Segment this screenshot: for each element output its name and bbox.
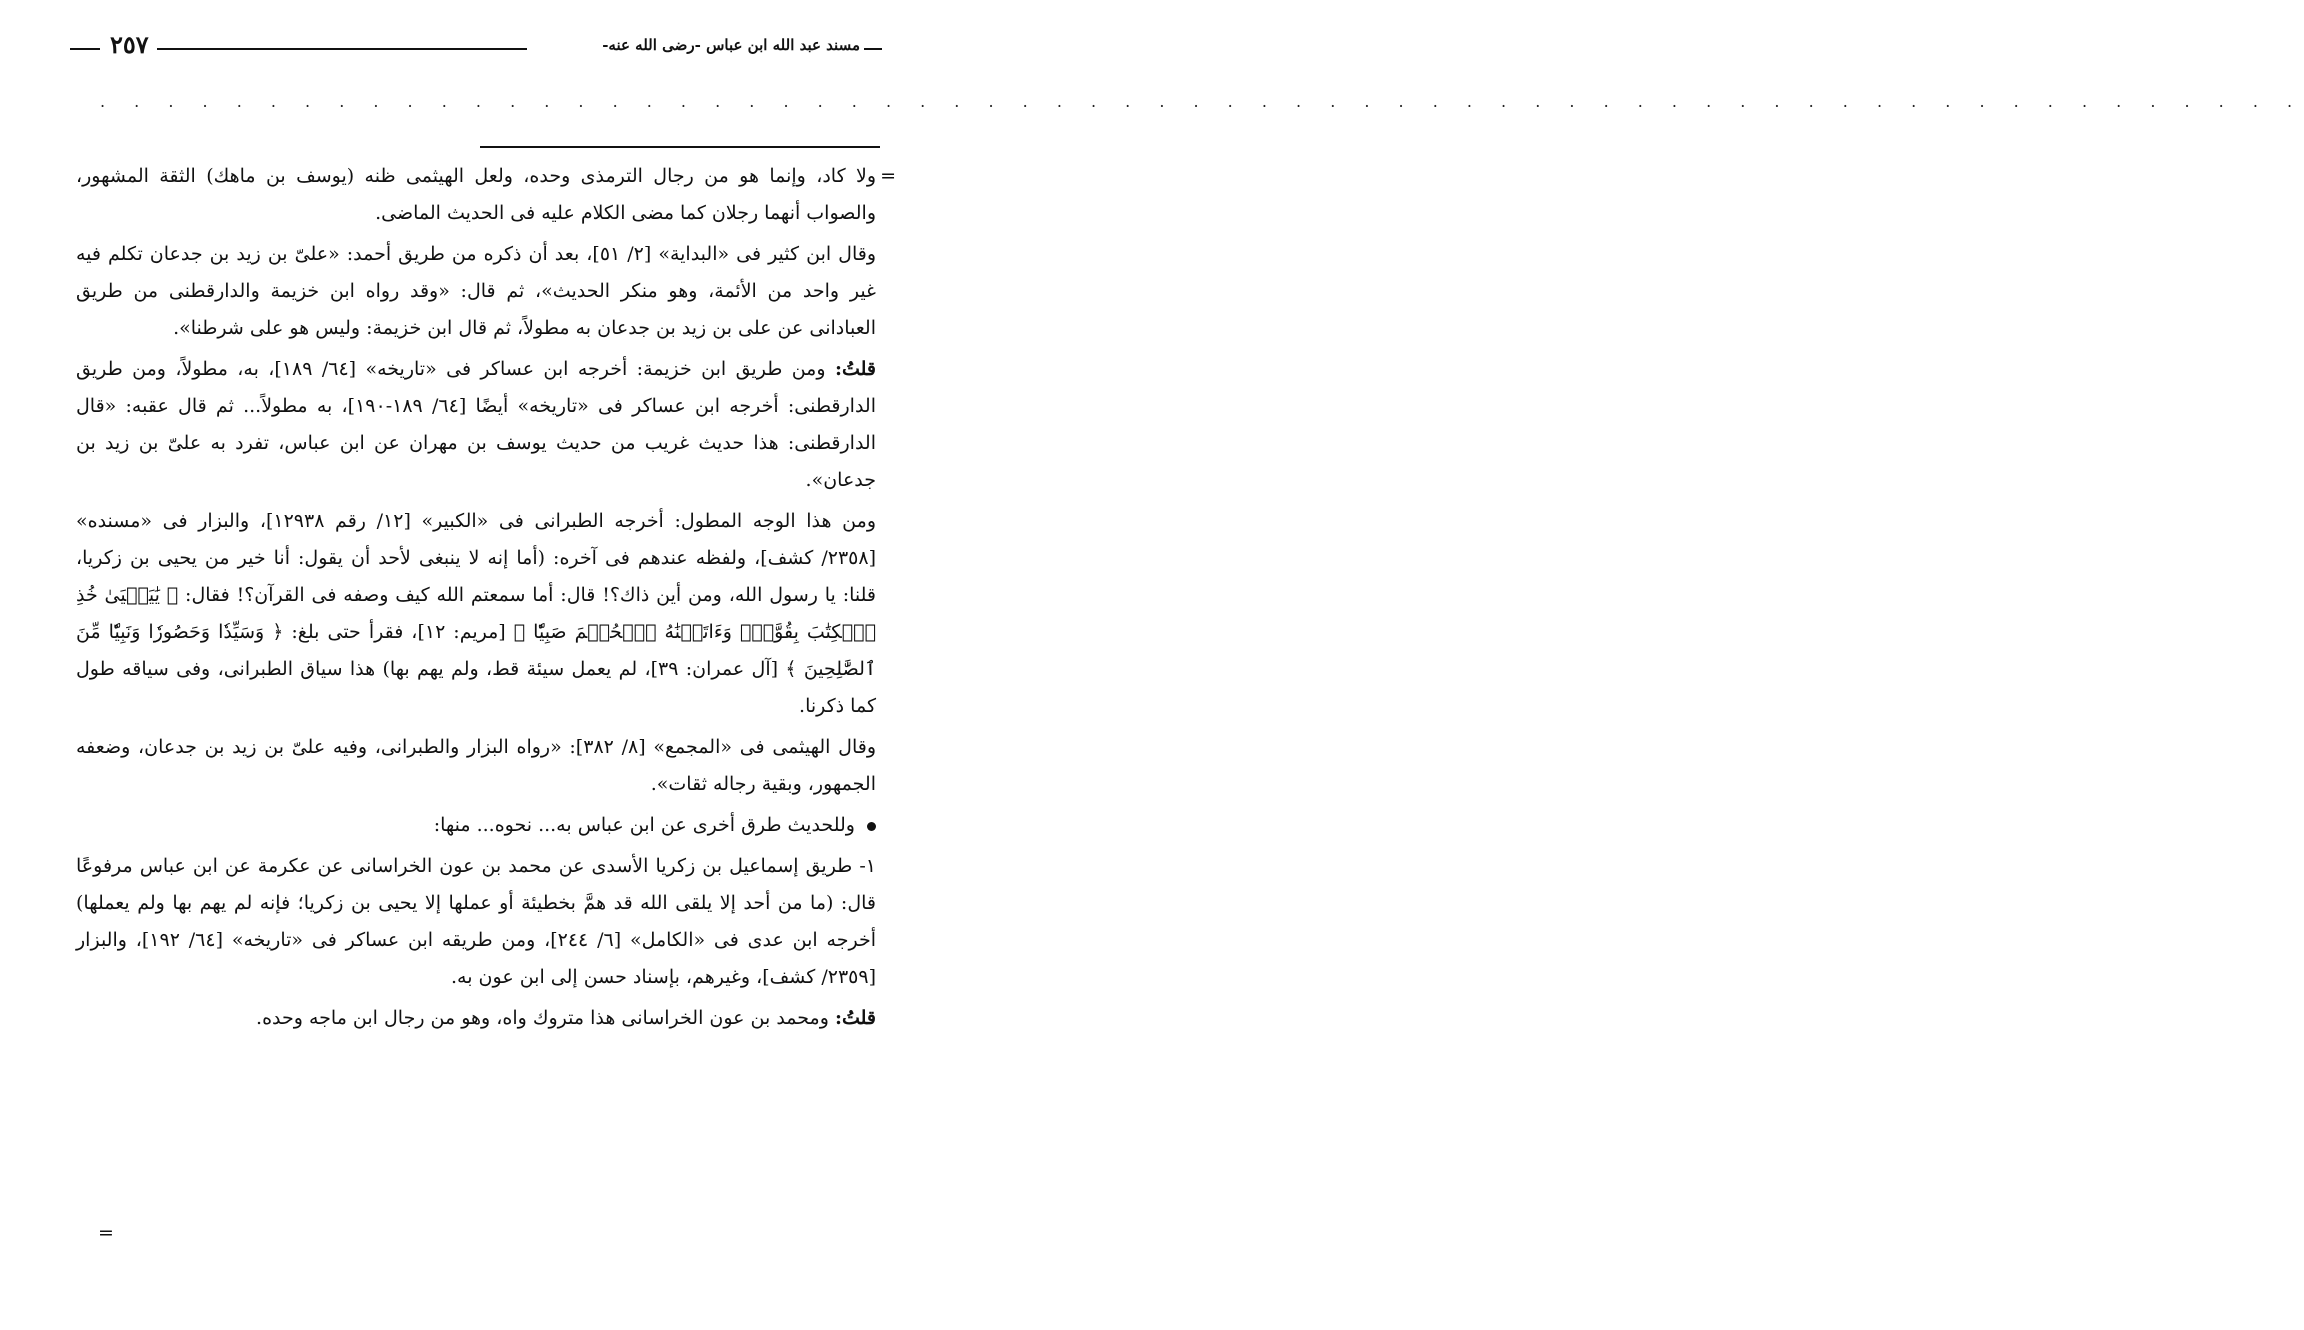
qult-label-2: قلتُ: [834,1007,876,1029]
page-number: ٢٥٧ [110,30,149,59]
qult-label: قلتُ: [834,358,876,380]
bullet-icon [867,822,876,831]
paragraph-3 [76,351,876,499]
paragraph-6-text: وللحديث طرق أخرى عن ابن عباس به... نحوه... منها: [433,814,855,836]
footnote-body [76,158,896,1041]
paragraph-4: ومن هذا الوجه المطول: أخرجه الطبرانى فى «الكبير» [١٢/ رقم ١٢٩٣٨]، والبزار فى «مسنده» [٢٣٥٨/ كشف]، ولفظه عندهم فى آخره: (أما إنه لا ينبغى لأحد أن يقول: أنا خير من يحيى بن زكريا، قلنا: يا رسول الله، ومن أين ذاك؟! قال: أما سمعتم الله كيف وصفه فى القرآن؟! فقال: ﴿ يَٰيَحۡيَىٰ خُذِ ٱلۡكِتَٰبَ بِقُوَّةٖۖ وَءَاتَيۡنَٰهُ ٱلۡحُكۡمَ صَبِيّٗا ﴾ [مريم: ١٢]، فقرأ حتى بلغ: ﴿ وَسَيِّدٗا وَحَصُورٗا وَنَبِيّٗا مِّنَ ٱلصَّٰلِحِينَ ﴾ [آل عمران: ٣٩]، لم يعمل سيئة قط، ولم يهم بها) هذا سياق الطبرانى، وفى سياقه طول كما ذكرنا. [76,510,876,717]
paragraph-8-text: ومحمد بن عون الخراسانى هذا متروك واه، وهو من رجال ابن ماجه وحده. [256,1007,829,1029]
footnote-separator [480,146,880,148]
continuation-marker-end: = [98,1222,114,1244]
paragraph-7: ١- طريق إسماعيل بن زكريا الأسدى عن محمد بن عون الخراسانى عن عكرمة عن ابن عباس مرفوعًا قال: (ما من أحد إلا يلقى الله قد همَّ بخطيئة أو عملها إلا يحيى بن زكريا؛ فإنه لم يهم بها ولم يعملها) أخرجه ابن عدى فى «الكامل» [٦/ ٢٤٤]، ومن طريقه ابن عساكر فى «تاريخه» [٦٤/ ١٩٢]، والبزار [٢٣٥٩/ كشف]، وغيرهم، بإسناد حسن إلى ابن عون به. [76,855,876,988]
header-rule-left [70,48,100,50]
paragraph-1-text: ولا كاد، وإنما هو من رجال الترمذى وحده، ولعل الهيثمى ظنه (يوسف بن ماهك) الثقة المشهور، والصواب أنهما رجلان كما مضى الكلام عليه فى الحديث الماضى. [76,165,876,224]
header-rule-right [864,48,882,50]
paragraph-3-text: ومن طريق ابن خزيمة: أخرجه ابن عساكر فى «تاريخه» [٦٤/ ١٨٩]، به، مطولاً، ومن طريق الدارقطنى: أخرجه ابن عساكر فى «تاريخه» أيضًا [٦٤/ ١٨٩-١٩٠]، به مطولاً... ثم قال عقبه: «قال الدارقطنى: هذا حديث غريب من حديث يوسف بن مهران عن ابن عباس، تفرد به علىّ بن زيد بن جدعان». [76,358,876,491]
paragraph-2: وقال ابن كثير فى «البداية» [٢/ ٥١]، بعد أن ذكره من طريق أحمد: «علىّ بن زيد بن جدعان تكلم فيه غير واحد من الأئمة، وهو منكر الحديث»، ثم قال: «وقد رواه ابن خزيمة والدارقطنى من طريق العبادانى عن على بن زيد بن جدعان به مطولاً، ثم قال ابن خزيمة: وليس هو على شرطنا». [76,243,877,339]
paragraph-1 [76,158,896,232]
page-header [70,30,882,64]
continuation-marker-start: = [880,165,896,187]
paragraph-6 [76,807,876,844]
paragraph-8 [76,1000,876,1037]
header-rule-middle [157,48,527,50]
omission-dots: . . . . . . . . . . . . . . . . . . . . . . . . . . . . . . . . . . . . . . . . . . . . . . . . . . . . . . . . . . . . . . . . . [100,92,2304,111]
paragraph-5: وقال الهيثمى فى «المجمع» [٨/ ٣٨٢]: «رواه البزار والطبرانى، وفيه علىّ بن زيد بن جدعان، وضعفه الجمهور، وبقية رجاله ثقات». [76,736,876,795]
running-title: مسند عبد الله ابن عباس -رضى الله عنه- [602,36,860,54]
